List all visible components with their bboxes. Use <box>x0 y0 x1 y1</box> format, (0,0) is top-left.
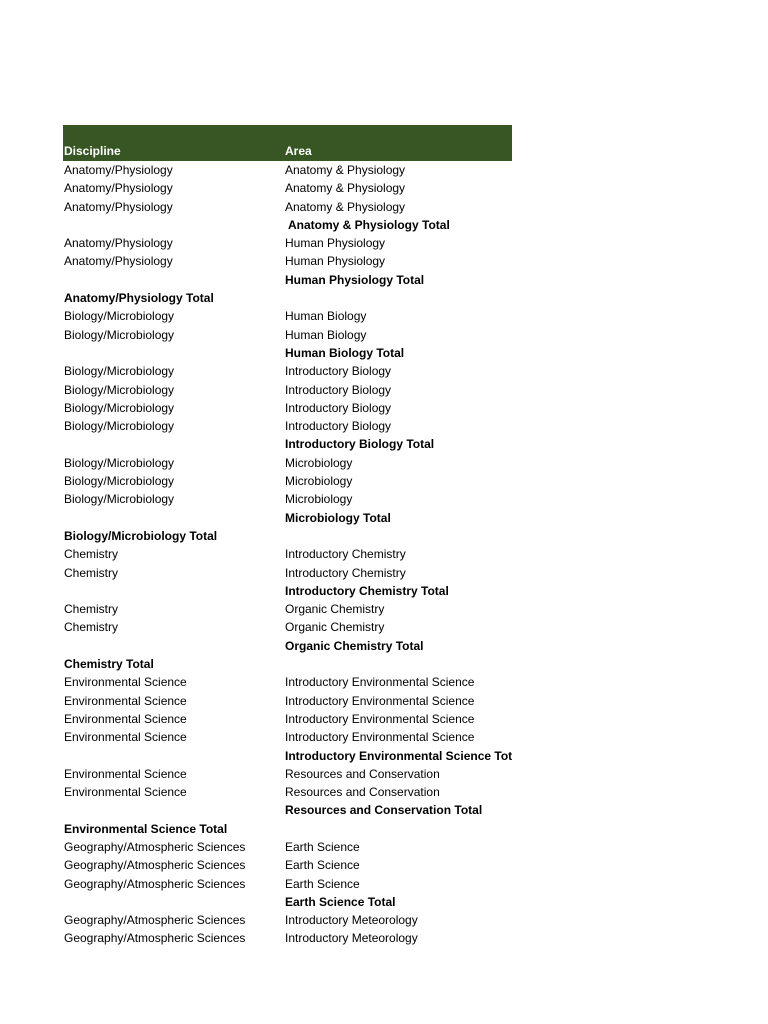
table-row[interactable] <box>63 783 512 801</box>
area-cell[interactable]: Anatomy & Physiology <box>285 181 406 196</box>
header-area[interactable]: Area <box>285 144 312 158</box>
table-row[interactable] <box>63 198 512 216</box>
table-row[interactable] <box>63 545 512 563</box>
area-total-label[interactable]: Human Biology Total <box>285 345 405 360</box>
discipline-cell[interactable]: Anatomy/Physiology <box>64 199 173 214</box>
area-subtotal-row[interactable] <box>63 509 512 527</box>
area-cell[interactable]: Earth Science <box>285 858 360 873</box>
area-cell[interactable]: Introductory Environmental Science <box>285 730 475 745</box>
table-row[interactable] <box>63 417 512 435</box>
table-row[interactable] <box>63 381 512 399</box>
area-cell[interactable]: Microbiology <box>285 492 353 507</box>
table-row[interactable] <box>63 399 512 417</box>
discipline-total-label[interactable]: Anatomy/Physiology Total <box>64 291 214 306</box>
area-cell[interactable]: Introductory Meteorology <box>285 931 418 946</box>
area-cell[interactable]: Anatomy & Physiology <box>285 199 406 214</box>
table-row[interactable] <box>63 161 512 179</box>
area-total-label[interactable]: Earth Science Total <box>285 894 396 909</box>
area-subtotal-row[interactable] <box>63 435 512 453</box>
table-row[interactable] <box>63 710 512 728</box>
header-discipline[interactable]: Discipline <box>64 144 121 158</box>
discipline-cell[interactable]: Environmental Science <box>64 693 187 708</box>
discipline-cell[interactable]: Environmental Science <box>64 730 187 745</box>
discipline-total-row[interactable] <box>63 820 512 838</box>
area-cell[interactable]: Human Biology <box>285 327 367 342</box>
table-row[interactable] <box>63 454 512 472</box>
table-row[interactable] <box>63 490 512 508</box>
area-cell[interactable]: Introductory Environmental Science <box>285 675 475 690</box>
discipline-cell[interactable]: Geography/Atmospheric Sciences <box>64 931 246 946</box>
discipline-cell[interactable]: Biology/Microbiology <box>64 309 175 324</box>
discipline-cell[interactable]: Anatomy/Physiology <box>64 254 173 269</box>
area-cell[interactable]: Earth Science <box>285 876 360 891</box>
area-total-label[interactable]: Anatomy & Physiology Total <box>288 217 450 232</box>
area-subtotal-row[interactable] <box>63 747 512 765</box>
discipline-cell[interactable]: Environmental Science <box>64 766 187 781</box>
discipline-cell[interactable]: Environmental Science <box>64 785 187 800</box>
discipline-total-label[interactable]: Biology/Microbiology Total <box>64 528 218 543</box>
area-cell[interactable]: Introductory Biology <box>285 419 392 434</box>
area-cell[interactable]: Organic Chemistry <box>285 620 385 635</box>
area-total-label[interactable]: Introductory Biology Total <box>285 437 435 452</box>
discipline-cell[interactable]: Biology/Microbiology <box>64 400 175 415</box>
area-cell[interactable]: Introductory Environmental Science <box>285 711 475 726</box>
area-subtotal-row[interactable] <box>63 271 512 289</box>
table-row[interactable] <box>63 564 512 582</box>
discipline-total-label[interactable]: Chemistry Total <box>64 657 154 672</box>
discipline-cell[interactable]: Anatomy/Physiology <box>64 236 173 251</box>
area-cell[interactable]: Resources and Conservation <box>285 785 440 800</box>
area-cell[interactable]: Introductory Chemistry <box>285 547 406 562</box>
area-cell[interactable]: Microbiology <box>285 474 353 489</box>
area-cell[interactable]: Human Physiology <box>285 254 386 269</box>
area-total-label[interactable]: Introductory Environmental Science Tot <box>285 748 513 763</box>
area-cell[interactable]: Human Biology <box>285 309 367 324</box>
discipline-cell[interactable]: Biology/Microbiology <box>64 492 175 507</box>
area-cell[interactable]: Introductory Biology <box>285 400 392 415</box>
discipline-cell[interactable]: Environmental Science <box>64 675 187 690</box>
discipline-cell[interactable]: Geography/Atmospheric Sciences <box>64 876 246 891</box>
area-cell[interactable]: Resources and Conservation <box>285 766 440 781</box>
discipline-cell[interactable]: Biology/Microbiology <box>64 382 175 397</box>
area-cell[interactable]: Microbiology <box>285 455 353 470</box>
discipline-total-row[interactable] <box>63 655 512 673</box>
table-row[interactable] <box>63 618 512 636</box>
table-header-row <box>63 125 512 161</box>
table-row[interactable] <box>63 179 512 197</box>
discipline-cell[interactable]: Chemistry <box>64 602 119 617</box>
area-cell[interactable]: Introductory Biology <box>285 382 392 397</box>
table-row[interactable] <box>63 911 512 929</box>
discipline-total-row[interactable] <box>63 289 512 307</box>
discipline-cell[interactable]: Geography/Atmospheric Sciences <box>64 858 246 873</box>
discipline-cell[interactable]: Biology/Microbiology <box>64 327 175 342</box>
table-row[interactable] <box>63 234 512 252</box>
discipline-cell[interactable]: Geography/Atmospheric Sciences <box>64 913 246 928</box>
table-row[interactable] <box>63 692 512 710</box>
area-cell[interactable]: Organic Chemistry <box>285 602 385 617</box>
area-cell[interactable]: Introductory Biology <box>285 364 392 379</box>
area-cell[interactable]: Introductory Environmental Science <box>285 693 475 708</box>
table-row[interactable] <box>63 600 512 618</box>
area-subtotal-row[interactable] <box>63 344 512 362</box>
area-cell[interactable]: Introductory Chemistry <box>285 565 406 580</box>
table-row[interactable] <box>63 856 512 874</box>
area-cell[interactable]: Introductory Meteorology <box>285 913 418 928</box>
area-total-label[interactable]: Resources and Conservation Total <box>285 803 483 818</box>
discipline-cell[interactable]: Biology/Microbiology <box>64 474 175 489</box>
area-total-label[interactable]: Microbiology Total <box>285 510 391 525</box>
table-row[interactable] <box>63 673 512 691</box>
discipline-cell[interactable]: Anatomy/Physiology <box>64 181 173 196</box>
table-row[interactable] <box>63 307 512 325</box>
discipline-cell[interactable]: Biology/Microbiology <box>64 364 175 379</box>
area-subtotal-row[interactable] <box>63 893 512 911</box>
area-cell[interactable]: Human Physiology <box>285 236 386 251</box>
discipline-cell[interactable]: Geography/Atmospheric Sciences <box>64 839 246 854</box>
table-row[interactable] <box>63 765 512 783</box>
area-subtotal-row[interactable] <box>63 637 512 655</box>
discipline-cell[interactable]: Environmental Science <box>64 711 187 726</box>
area-total-label[interactable]: Human Physiology Total <box>285 272 425 287</box>
discipline-cell[interactable]: Chemistry <box>64 565 119 580</box>
table-row[interactable] <box>63 252 512 270</box>
table-row[interactable] <box>63 929 512 947</box>
table-row[interactable] <box>63 362 512 380</box>
table-row[interactable] <box>63 875 512 893</box>
area-cell[interactable]: Earth Science <box>285 839 360 854</box>
area-subtotal-row[interactable] <box>63 582 512 600</box>
discipline-cell[interactable]: Biology/Microbiology <box>64 419 175 434</box>
discipline-cell[interactable]: Anatomy/Physiology <box>64 163 173 177</box>
spreadsheet-table <box>63 125 512 948</box>
area-subtotal-row[interactable] <box>63 216 512 234</box>
table-row[interactable] <box>63 728 512 746</box>
table-body <box>63 161 512 948</box>
area-total-label[interactable]: Organic Chemistry Total <box>285 638 424 653</box>
table-row[interactable] <box>63 326 512 344</box>
area-cell[interactable]: Anatomy & Physiology <box>285 163 406 177</box>
area-total-label[interactable]: Introductory Chemistry Total <box>285 583 449 598</box>
area-subtotal-row[interactable] <box>63 801 512 819</box>
table-row[interactable] <box>63 472 512 490</box>
discipline-cell[interactable]: Chemistry <box>64 620 119 635</box>
discipline-cell[interactable]: Chemistry <box>64 547 119 562</box>
discipline-total-label[interactable]: Environmental Science Total <box>64 821 228 836</box>
discipline-total-row[interactable] <box>63 527 512 545</box>
discipline-cell[interactable]: Biology/Microbiology <box>64 455 175 470</box>
table-row[interactable] <box>63 838 512 856</box>
